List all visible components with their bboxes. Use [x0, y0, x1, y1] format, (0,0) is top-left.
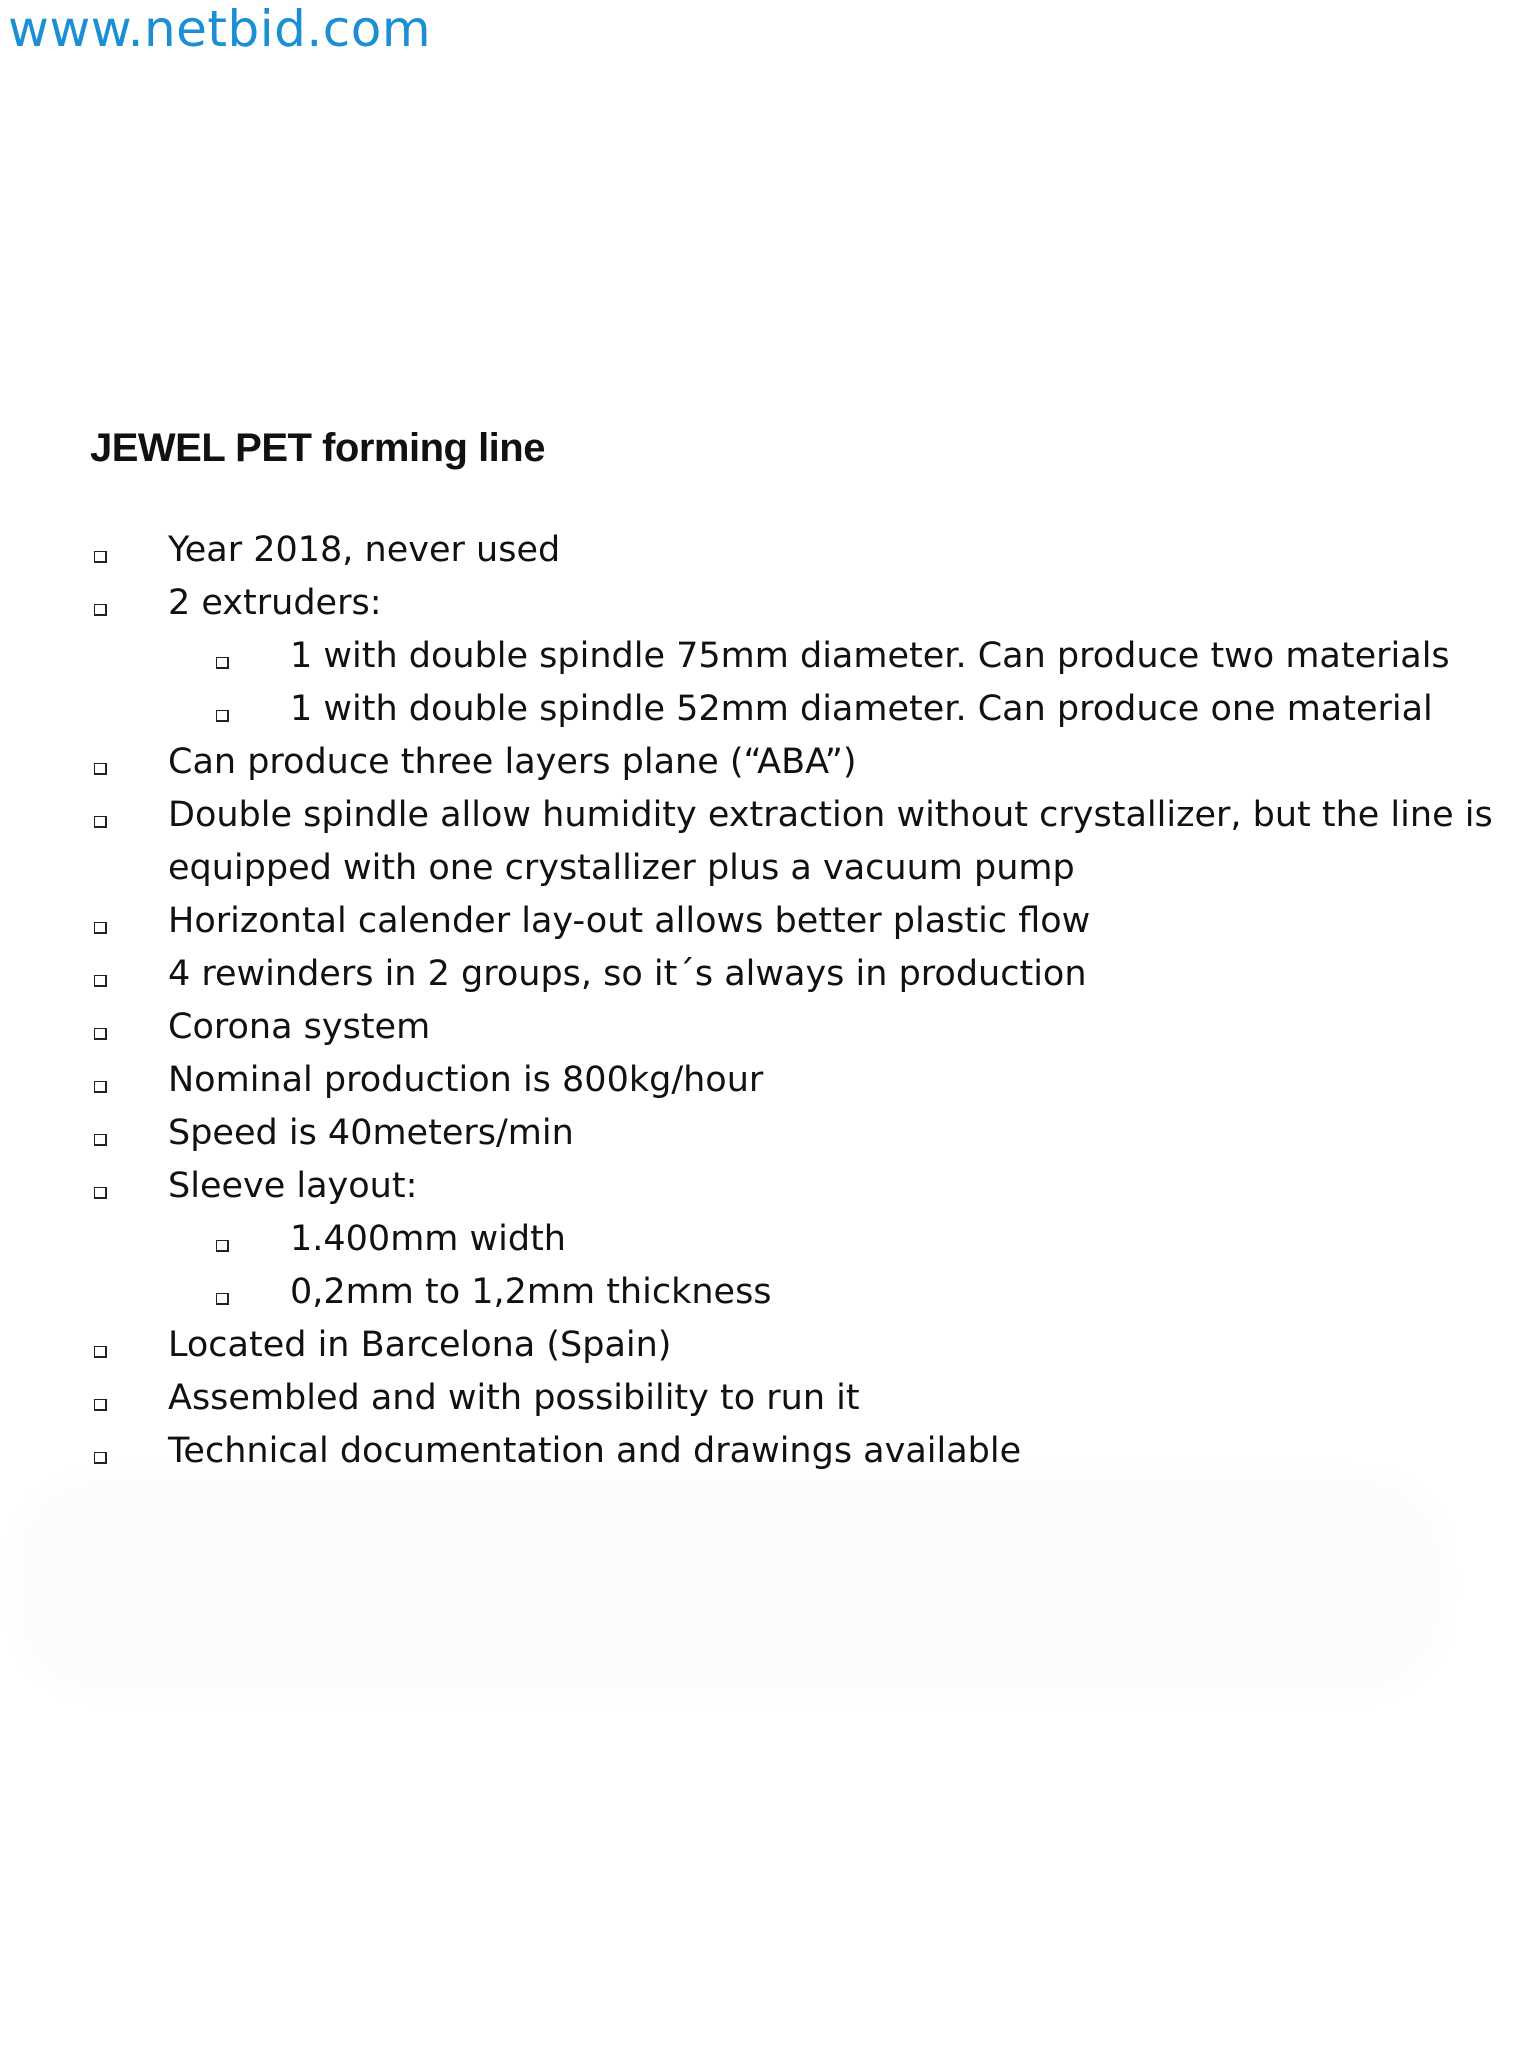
list-item-text: 1 with double spindle 52mm diameter. Can produce one material [290, 689, 1433, 729]
square-bullet-icon [94, 1399, 107, 1411]
list-item [90, 577, 1530, 630]
list-item [90, 736, 1530, 789]
list-item-text: Can produce three layers plane (“ABA”) [168, 742, 857, 782]
square-bullet-icon [94, 1134, 107, 1146]
square-bullet-icon [94, 1452, 107, 1464]
square-bullet-icon [94, 816, 107, 828]
list-item-text: 1.400mm width [290, 1219, 566, 1259]
list-item [90, 1372, 1530, 1425]
list-item [90, 1001, 1530, 1054]
list-item [90, 895, 1530, 948]
square-bullet-icon [94, 1081, 107, 1093]
sub-list-item [90, 1266, 1530, 1319]
document-title: JEWEL PET forming line [90, 426, 545, 470]
square-bullet-icon [94, 975, 107, 987]
square-bullet-icon [216, 1293, 229, 1305]
list-item-text: 0,2mm to 1,2mm thickness [290, 1272, 772, 1312]
square-bullet-icon [94, 1346, 107, 1358]
square-bullet-icon [94, 604, 107, 616]
list-item-text: 2 extruders: [168, 583, 382, 623]
square-bullet-icon [216, 710, 229, 722]
list-item-text: Speed is 40meters/min [168, 1113, 574, 1153]
list-item [90, 1107, 1530, 1160]
square-bullet-icon [94, 922, 107, 934]
square-bullet-icon [94, 763, 107, 775]
sub-list-item [90, 683, 1530, 736]
list-item [90, 1319, 1530, 1372]
netbid-watermark: www.netbid.com [8, 0, 432, 58]
list-item-text: Located in Barcelona (Spain) [168, 1325, 672, 1365]
square-bullet-icon [216, 1240, 229, 1252]
list-item-text: Horizontal calender lay-out allows better plastic flow [168, 901, 1091, 941]
list-item [90, 1054, 1530, 1107]
square-bullet-icon [94, 1028, 107, 1040]
list-item-text: Year 2018, never used [168, 530, 561, 570]
list-item-text: Technical documentation and drawings available [168, 1431, 1022, 1471]
list-item [90, 524, 1530, 577]
list-item-text: 1 with double spindle 75mm diameter. Can produce two materials [290, 636, 1450, 676]
square-bullet-icon [94, 1187, 107, 1199]
sub-list-item [90, 630, 1530, 683]
faint-shadow-area [40, 1500, 1420, 1670]
list-item-text: Assembled and with possibility to run it [168, 1378, 860, 1418]
feature-list [90, 524, 1530, 1478]
list-item-text: Nominal production is 800kg/hour [168, 1060, 764, 1100]
list-item-text: Sleeve layout: [168, 1166, 418, 1206]
list-item [90, 948, 1530, 1001]
square-bullet-icon [94, 551, 107, 563]
list-item [90, 1425, 1530, 1478]
list-item-text: Double spindle allow humidity extraction without crystallizer, but the line is equipped with one crystallizer plus a vacuum pump [168, 795, 1493, 888]
document-body [90, 424, 1530, 1478]
list-item-text: 4 rewinders in 2 groups, so it´s always in production [168, 954, 1087, 994]
sub-list-item [90, 1213, 1530, 1266]
list-item-text: Corona system [168, 1007, 431, 1047]
square-bullet-icon [216, 657, 229, 669]
list-item [90, 1160, 1530, 1213]
list-item [90, 789, 1530, 895]
